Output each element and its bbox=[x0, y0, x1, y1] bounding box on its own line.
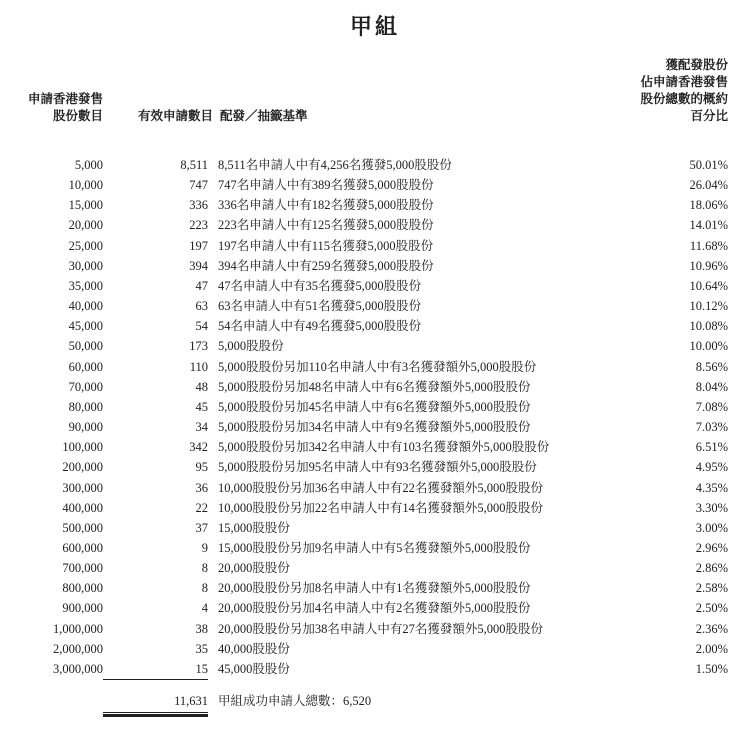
table-row bbox=[25, 437, 728, 457]
table-row bbox=[25, 498, 728, 518]
percentage-cell: 8.56% bbox=[695, 359, 728, 374]
percentage-cell: 14.01% bbox=[689, 218, 728, 233]
table-row bbox=[25, 598, 728, 618]
percentage-cell: 7.03% bbox=[695, 420, 728, 435]
header-valid-applications: 有效申請數目 bbox=[137, 109, 213, 123]
header-percentage-line3: 股份總數的概約 bbox=[640, 92, 728, 106]
allotment-table bbox=[0, 57, 750, 713]
basis-cell: 63名申請人中有51名獲發5,000股股份 bbox=[218, 299, 422, 314]
shares-applied-cell: 10,000 bbox=[68, 178, 103, 193]
shares-applied-cell: 35,000 bbox=[68, 278, 103, 293]
header-percentage bbox=[598, 57, 728, 125]
percentage-cell: 1.50% bbox=[695, 661, 728, 676]
header-percentage-line2: 佔申請香港發售 bbox=[640, 75, 728, 89]
valid-applications-cell: 38 bbox=[195, 621, 208, 636]
table-row bbox=[25, 316, 728, 336]
basis-cell: 5,000股股份另加34名申請人中有9名獲發額外5,000股股份 bbox=[218, 420, 531, 435]
basis-cell: 8,511名申請人中有4,256名獲發5,000股股份 bbox=[218, 158, 452, 172]
valid-applications-cell: 34 bbox=[195, 420, 208, 435]
percentage-cell: 7.08% bbox=[695, 399, 728, 414]
percentage-cell: 11.68% bbox=[689, 238, 728, 253]
basis-cell: 20,000股股份 bbox=[218, 561, 290, 576]
basis-cell: 5,000股股份另加45名申請人中有6名獲發額外5,000股股份 bbox=[218, 399, 531, 414]
basis-cell: 336名申請人中有182名獲發5,000股股份 bbox=[218, 198, 434, 213]
basis-cell: 20,000股股份另加4名申請人中有2名獲發額外5,000股股份 bbox=[218, 601, 531, 616]
shares-applied-cell: 50,000 bbox=[68, 339, 103, 354]
percentage-cell: 10.96% bbox=[689, 258, 728, 273]
basis-cell: 54名申請人中有49名獲發5,000股股份 bbox=[218, 319, 422, 334]
table-body bbox=[25, 155, 728, 680]
shares-applied-cell: 90,000 bbox=[68, 420, 103, 435]
shares-applied-cell: 2,000,000 bbox=[53, 641, 103, 656]
table-row bbox=[25, 195, 728, 215]
basis-cell: 10,000股股份另加22名申請人中有14名獲發額外5,000股股份 bbox=[218, 500, 544, 515]
percentage-cell: 4.95% bbox=[695, 460, 728, 475]
header-basis-of-allotment: 配發／抽籤基準 bbox=[220, 109, 308, 123]
valid-applications-cell: 37 bbox=[195, 520, 208, 535]
page-title: 甲組 bbox=[349, 14, 400, 39]
valid-applications-cell: 342 bbox=[189, 440, 208, 455]
table-row bbox=[25, 457, 728, 477]
percentage-cell: 4.35% bbox=[695, 480, 728, 495]
table-row bbox=[25, 215, 728, 235]
percentage-cell: 2.58% bbox=[695, 581, 728, 596]
shares-applied-cell: 1,000,000 bbox=[53, 621, 103, 636]
shares-applied-cell: 25,000 bbox=[68, 238, 103, 253]
table-row bbox=[25, 276, 728, 296]
percentage-cell: 2.36% bbox=[695, 621, 728, 636]
valid-applications-cell: 8 bbox=[201, 561, 208, 576]
shares-applied-cell: 30,000 bbox=[68, 258, 103, 273]
table-row bbox=[25, 377, 728, 397]
percentage-cell: 2.86% bbox=[695, 561, 728, 576]
valid-applications-cell: 47 bbox=[195, 278, 208, 293]
valid-applications-cell: 223 bbox=[189, 218, 208, 233]
table-header-row bbox=[25, 57, 728, 125]
shares-applied-cell: 5,000 bbox=[74, 158, 103, 172]
shares-applied-cell: 80,000 bbox=[68, 399, 103, 414]
shares-applied-cell: 20,000 bbox=[68, 218, 103, 233]
basis-cell: 5,000股股份另加48名申請人中有6名獲發額外5,000股股份 bbox=[218, 379, 531, 394]
table-row bbox=[25, 639, 728, 659]
valid-applications-cell: 54 bbox=[195, 319, 208, 334]
valid-applications-cell: 95 bbox=[195, 460, 208, 475]
percentage-cell: 2.00% bbox=[695, 641, 728, 656]
basis-cell: 15,000股股份 bbox=[218, 520, 290, 535]
table-row bbox=[25, 478, 728, 498]
shares-applied-cell: 3,000,000 bbox=[53, 661, 103, 676]
basis-cell: 20,000股股份另加38名申請人中有27名獲發額外5,000股股份 bbox=[218, 621, 544, 636]
percentage-cell: 2.50% bbox=[695, 601, 728, 616]
table-row bbox=[25, 578, 728, 598]
percentage-cell: 10.00% bbox=[689, 339, 728, 354]
valid-applications-cell: 22 bbox=[195, 500, 208, 515]
shares-applied-cell: 100,000 bbox=[62, 440, 103, 455]
basis-cell: 45,000股股份 bbox=[218, 661, 290, 676]
percentage-cell: 8.04% bbox=[695, 379, 728, 394]
valid-applications-cell: 35 bbox=[195, 641, 208, 656]
valid-applications-cell: 4 bbox=[201, 601, 208, 616]
total-valid-applications: 11,631 bbox=[103, 693, 208, 713]
header-percentage-line1: 獲配發股份 bbox=[665, 58, 728, 72]
header-percentage-line4: 百分比 bbox=[690, 109, 728, 123]
valid-applications-cell: 9 bbox=[201, 540, 208, 555]
table-row bbox=[25, 659, 728, 680]
table-row bbox=[25, 296, 728, 316]
percentage-cell: 26.04% bbox=[689, 178, 728, 193]
total-spacer-right bbox=[598, 693, 728, 713]
table-row bbox=[25, 236, 728, 256]
percentage-cell: 10.12% bbox=[689, 299, 728, 314]
basis-cell: 747名申請人中有389名獲發5,000股股份 bbox=[218, 178, 434, 193]
shares-applied-cell: 700,000 bbox=[62, 561, 103, 576]
header-shares-applied-line2: 股份數目 bbox=[52, 109, 103, 123]
shares-applied-cell: 70,000 bbox=[68, 379, 103, 394]
shares-applied-cell: 15,000 bbox=[68, 198, 103, 213]
table-row bbox=[25, 518, 728, 538]
basis-cell: 40,000股股份 bbox=[218, 641, 290, 656]
shares-applied-cell: 200,000 bbox=[62, 460, 103, 475]
percentage-cell: 3.30% bbox=[695, 500, 728, 515]
valid-applications-cell: 8 bbox=[201, 581, 208, 596]
basis-cell: 223名申請人中有125名獲發5,000股股份 bbox=[218, 218, 434, 233]
valid-applications-cell: 8,511 bbox=[180, 158, 208, 172]
table-row bbox=[25, 175, 728, 195]
percentage-cell: 18.06% bbox=[689, 198, 728, 213]
header-shares-applied-line1: 申請香港發售 bbox=[27, 92, 103, 106]
table-row bbox=[25, 558, 728, 578]
basis-cell: 10,000股股份另加36名申請人中有22名獲發額外5,000股股份 bbox=[218, 480, 544, 495]
shares-applied-cell: 60,000 bbox=[68, 359, 103, 374]
table-row bbox=[25, 336, 728, 356]
table-row bbox=[25, 538, 728, 558]
shares-applied-cell: 40,000 bbox=[68, 299, 103, 314]
table-row bbox=[25, 357, 728, 377]
basis-cell: 5,000股股份 bbox=[218, 339, 284, 354]
table-row bbox=[25, 256, 728, 276]
basis-cell: 47名申請人中有35名獲發5,000股股份 bbox=[218, 278, 422, 293]
table-row bbox=[25, 417, 728, 437]
basis-cell: 15,000股股份另加9名申請人中有5名獲發額外5,000股股份 bbox=[218, 540, 531, 555]
percentage-cell: 2.96% bbox=[695, 540, 728, 555]
percentage-cell: 10.64% bbox=[689, 278, 728, 293]
valid-applications-cell: 48 bbox=[195, 379, 208, 394]
header-shares-applied bbox=[25, 91, 103, 125]
shares-applied-cell: 800,000 bbox=[62, 581, 103, 596]
table-row bbox=[25, 397, 728, 417]
shares-applied-cell: 400,000 bbox=[62, 500, 103, 515]
shares-applied-cell: 300,000 bbox=[62, 480, 103, 495]
total-successful-applicants-note: 甲組成功申請人總數：6,520 bbox=[218, 694, 372, 709]
basis-cell: 5,000股股份另加110名申請人中有3名獲發額外5,000股股份 bbox=[218, 359, 537, 374]
valid-applications-cell: 110 bbox=[189, 359, 208, 374]
total-spacer bbox=[25, 693, 103, 713]
valid-applications-cell: 173 bbox=[189, 339, 208, 354]
table-total-row bbox=[25, 693, 728, 713]
valid-applications-cell: 747 bbox=[189, 178, 208, 193]
percentage-cell: 3.00% bbox=[695, 520, 728, 535]
shares-applied-cell: 900,000 bbox=[62, 601, 103, 616]
valid-applications-cell: 45 bbox=[195, 399, 208, 414]
basis-cell: 197名申請人中有115名獲發5,000股股份 bbox=[218, 238, 434, 253]
basis-cell: 394名申請人中有259名獲發5,000股股份 bbox=[218, 258, 434, 273]
shares-applied-cell: 500,000 bbox=[62, 520, 103, 535]
valid-applications-cell: 15 bbox=[103, 659, 208, 680]
valid-applications-cell: 197 bbox=[189, 238, 208, 253]
table-row bbox=[25, 619, 728, 639]
valid-applications-cell: 63 bbox=[195, 299, 208, 314]
percentage-cell: 10.08% bbox=[689, 319, 728, 334]
shares-applied-cell: 45,000 bbox=[68, 319, 103, 334]
valid-applications-cell: 336 bbox=[189, 198, 208, 213]
basis-cell: 5,000股股份另加342名申請人中有103名獲發額外5,000股股份 bbox=[218, 440, 550, 455]
percentage-cell: 50.01% bbox=[689, 158, 728, 172]
shares-applied-cell: 600,000 bbox=[62, 540, 103, 555]
valid-applications-cell: 36 bbox=[195, 480, 208, 495]
percentage-cell: 6.51% bbox=[695, 440, 728, 455]
table-row bbox=[25, 155, 728, 175]
valid-applications-cell: 394 bbox=[189, 258, 208, 273]
basis-cell: 20,000股股份另加8名申請人中有1名獲發額外5,000股股份 bbox=[218, 581, 531, 596]
basis-cell: 5,000股股份另加95名申請人中有93名獲發額外5,000股股份 bbox=[218, 460, 537, 475]
